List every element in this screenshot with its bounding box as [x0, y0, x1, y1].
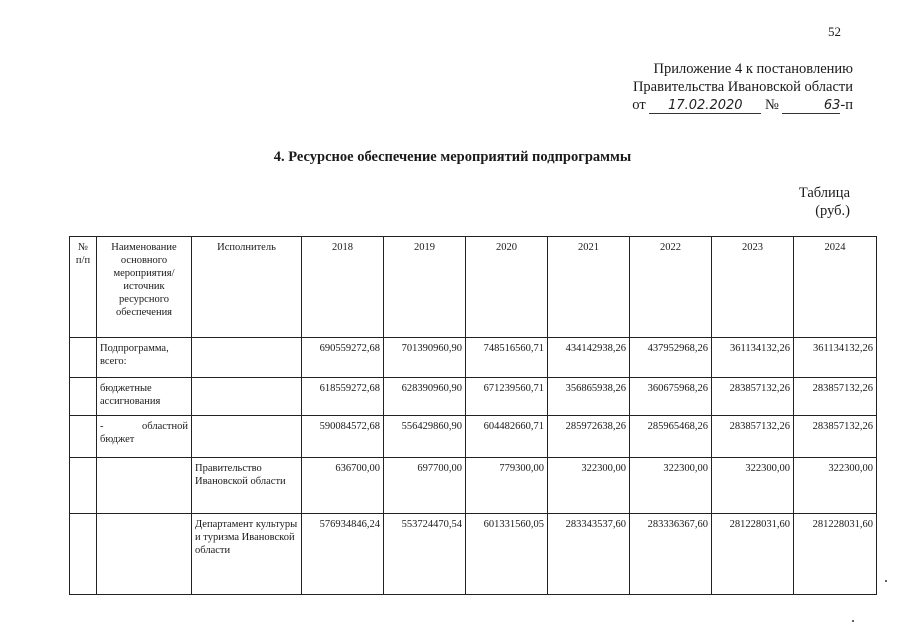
scan-speck [852, 620, 854, 622]
table-label-title: Таблица [798, 185, 850, 201]
row-executor [192, 416, 302, 458]
row-name [97, 514, 192, 595]
table-row [70, 514, 877, 595]
cell-value: 553724470,54 [384, 514, 466, 595]
appendix-header [600, 60, 853, 114]
cell-value: 322300,00 [712, 458, 794, 514]
cell-value: 283857132,26 [712, 378, 794, 416]
from-label: от [632, 97, 646, 113]
appendix-line-2: Правительства Ивановской области [632, 79, 853, 95]
cell-value: 322300,00 [630, 458, 712, 514]
handwritten-number: 63 [782, 99, 840, 114]
cell-value: 628390960,90 [384, 378, 466, 416]
row-num [70, 458, 97, 514]
appendix-line-1: Приложение 4 к постановлению [653, 61, 853, 77]
cell-value: 283857132,26 [794, 416, 877, 458]
table-label-units: (руб.) [815, 203, 850, 219]
number-suffix: -п [840, 97, 853, 113]
cell-value: 361134132,26 [712, 338, 794, 378]
cell-value: 697700,00 [384, 458, 466, 514]
cell-value: 601331560,05 [466, 514, 548, 595]
cell-value: 283857132,26 [794, 378, 877, 416]
cell-value: 779300,00 [466, 458, 548, 514]
cell-value: 434142938,26 [548, 338, 630, 378]
header-executor: Исполнитель [192, 237, 302, 338]
row-num [70, 338, 97, 378]
row-name-dash: - [100, 421, 104, 432]
header-year: 2022 [630, 237, 712, 338]
row-name: Подпрограмма, всего: [97, 338, 192, 378]
scan-speck [885, 580, 887, 582]
cell-value: 285965468,26 [630, 416, 712, 458]
cell-value: 590084572,68 [302, 416, 384, 458]
cell-value: 671239560,71 [466, 378, 548, 416]
cell-value: 360675968,26 [630, 378, 712, 416]
cell-value: 701390960,90 [384, 338, 466, 378]
cell-value: 322300,00 [794, 458, 877, 514]
handwritten-date: 17.02.2020 [649, 99, 761, 114]
section-title: 4. Ресурсное обеспечение мероприятий подпрограммы [273, 149, 632, 165]
table-label [760, 184, 850, 220]
appendix-line-3 [600, 96, 853, 114]
cell-value: 576934846,24 [302, 514, 384, 595]
cell-value: 618559272,68 [302, 378, 384, 416]
cell-value: 285972638,26 [548, 416, 630, 458]
row-executor: Департамент культуры и туризма Ивановской области [192, 514, 302, 595]
cell-value: 361134132,26 [794, 338, 877, 378]
cell-value: 437952968,26 [630, 338, 712, 378]
row-executor: Правительство Ивановской области [192, 458, 302, 514]
cell-value: 556429860,90 [384, 416, 466, 458]
row-name-line [100, 420, 188, 433]
row-name-word: областной [142, 421, 188, 432]
header-name: Наименование основного мероприятия/ источник ресурсного обеспечения [97, 237, 192, 338]
row-num [70, 514, 97, 595]
cell-value: 283343537,60 [548, 514, 630, 595]
table-row [70, 416, 877, 458]
row-num [70, 416, 97, 458]
row-executor [192, 378, 302, 416]
row-num [70, 378, 97, 416]
header-year: 2023 [712, 237, 794, 338]
row-executor [192, 338, 302, 378]
cell-value: 636700,00 [302, 458, 384, 514]
cell-value: 283336367,60 [630, 514, 712, 595]
header-year: 2024 [794, 237, 877, 338]
number-label: № [764, 97, 779, 113]
table-row [70, 378, 877, 416]
header-year: 2020 [466, 237, 548, 338]
cell-value: 281228031,60 [794, 514, 877, 595]
page-number: 52 [828, 24, 841, 39]
header-num: № п/п [70, 237, 97, 338]
cell-value: 322300,00 [548, 458, 630, 514]
cell-value: 748516560,71 [466, 338, 548, 378]
resource-table [69, 236, 877, 595]
cell-value: 604482660,71 [466, 416, 548, 458]
row-name [97, 458, 192, 514]
row-name-rest: бюджет [100, 434, 135, 445]
header-year: 2021 [548, 237, 630, 338]
cell-value: 281228031,60 [712, 514, 794, 595]
row-name: бюджетные ассигнования [97, 378, 192, 416]
cell-value: 283857132,26 [712, 416, 794, 458]
header-year: 2018 [302, 237, 384, 338]
table-row [70, 458, 877, 514]
cell-value: 356865938,26 [548, 378, 630, 416]
cell-value: 690559272,68 [302, 338, 384, 378]
table-header-row [70, 237, 877, 338]
row-name [97, 416, 192, 458]
table-row [70, 338, 877, 378]
header-year: 2019 [384, 237, 466, 338]
